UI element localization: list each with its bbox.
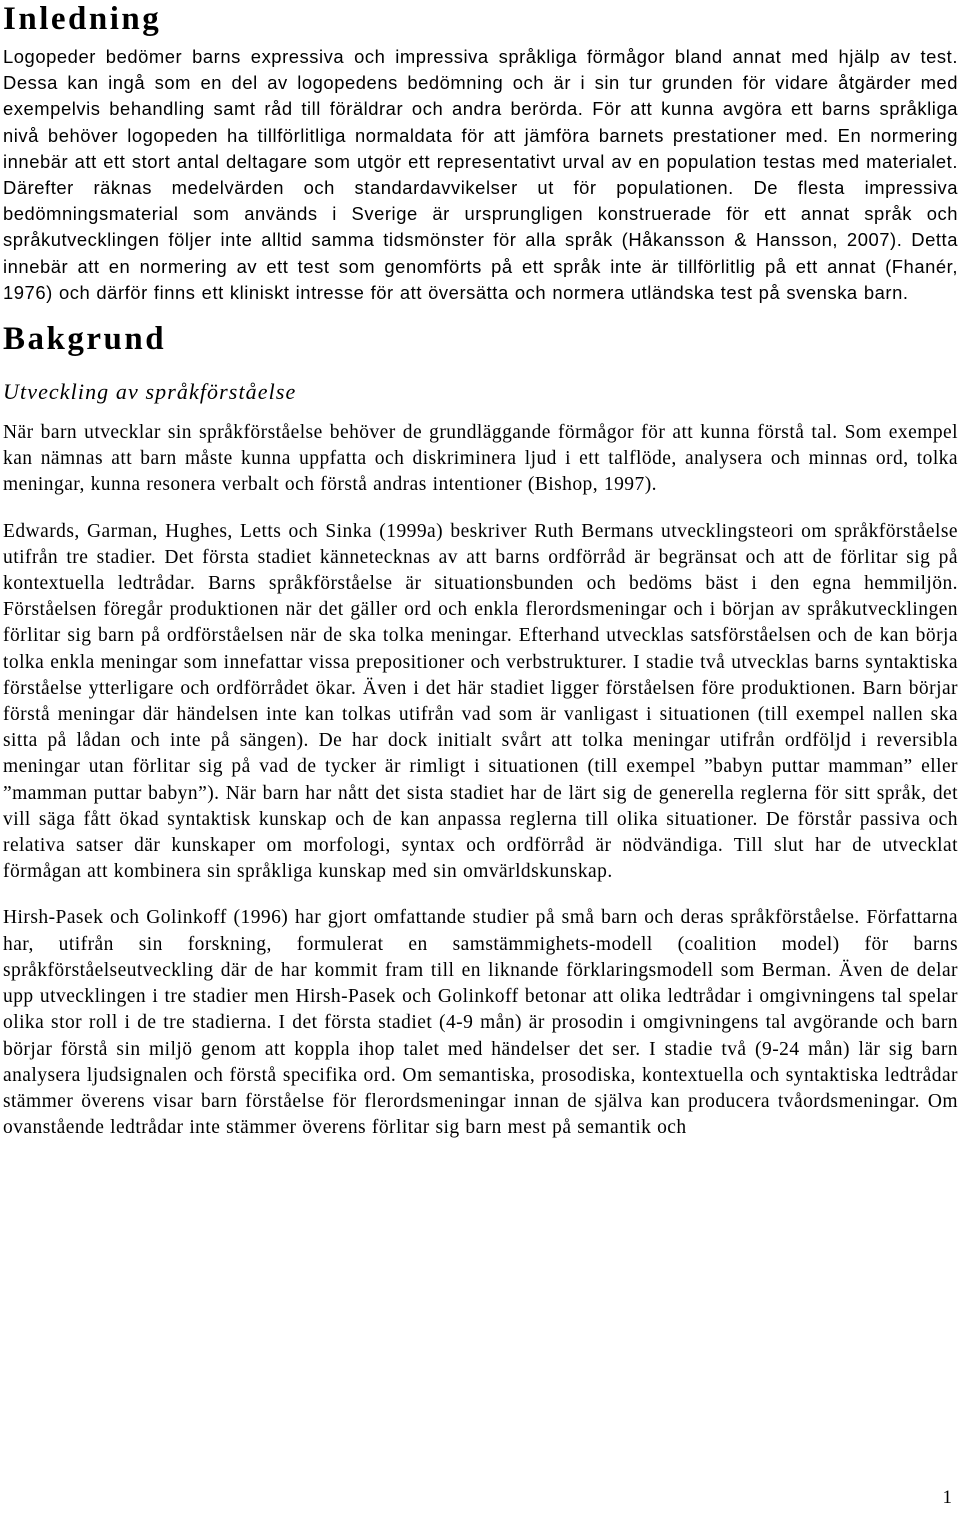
intro-paragraph: Logopeder bedömer barns expressiva och impressiva språkliga förmågor bland annat med hjälp av test. Dessa kan ingå som en del av logopedens bedömning och är i sin tur grunden för vidare åtgärder med exempelvis behandling samt råd till föräldrar och andra berörda. För att kunna avgöra ett barns språkliga nivå behöver logopeden ha tillförlitliga normaldata för att jämföra barnets prestationer med. En normering innebär att ett stort antal deltagare som utgör ett representativt urval av en population testas med materialet. Därefter räknas medelvärden och standardavvikelser ut för populationen. De flesta impressiva bedömningsmaterial som används i Sverige är ursprungligen konstruerade för ett annat språk och språkutvecklingen följer inte alltid samma tidsmönster för alla språk (Håkansson & Hansson, 2007). Detta innebär att en normering av ett test som genomförts på ett språk inte är tillförlitlig på ett annat (Fhanér, 1976) och därför finns ett kliniskt intresse för att översätta och normera utländska test på svenska barn. [3,46,958,303]
section-heading-intro: Inledning [3,1,162,37]
page-number: 1 [942,1487,952,1508]
body-paragraph: Edwards, Garman, Hughes, Letts och Sinka (1999a) beskriver Ruth Bermans utvecklingsteori om språkförståelse utifrån tre stadier. Det första stadiet kännetecknas av att barns ordförråd är begränsat och att de förlitar sig på kontextuella ledtrådar. Barns språkförståelse är situationsbunden och bedöms bäst i den egna hemmiljön. Förståelsen föregår produktionen när det gäller ord och enkla flerordsmeningar och i början av språkutvecklingen förlitar sig barn på ordförståelsen när de ska tolka meningar. Efterhand utvecklas satsförståelsen och de kan börja tolka enkla meningar som innefattar vissa prepositioner och verbstrukturer. I stadie två utvecklas barns syntaktiska förståelse ytterligare och ordförrådet ökar. Även i det här stadiet ligger förståelsen före produktionen. Barn börjar förstå meningar där händelsen inte kan tolkas utifrån vad som är vanligast i situationen (till exempel nallen ska sitta på lådan och inte på sängen). De har dock initialt svårt att tolka meningar utifrån ordföljd i reversibla meningar utan förlitar sig på vad de tycker är rimligt i situationen (till exempel ”babyn puttar mamman” eller ”mamman puttar babyn”). När barn har nått det sista stadiet har de lärt sig de generella reglerna för sitt språk, det vill säga fått ökad syntaktisk kunskap och de kan anpassa reglerna till olika situationer. De förstår passiva och relativa satser där kunskaper om morfologi, syntax och ordförråd är nödvändiga. Till slut har de utvecklat förmågan att kombinera sin språkliga kunskap med sin omvärldskunskap. [3,520,958,883]
section-heading-background: Bakgrund [3,321,167,358]
body-paragraph: Hirsh-Pasek och Golinkoff (1996) har gjort omfattande studier på små barn och deras språkförståelse. Författarna har, utifrån sin forskning, formulerat en samstämmighets-modell (coalition model) för barns språkförståelseutveckling där de har kommit fram till en liknande förklaringsmodell som Berman. Även de delar upp utvecklingen i tre stadier men Hirsh-Pasek och Golinkoff betonar att olika ledtrådar i omgivningens tal spelar olika stor roll i de tre stadierna. I det första stadiet (4-9 mån) är prosodin i omgivningens tal avgörande och barn börjar förstå sin miljö genom att koppla ihop talet med händelser det ser. I stadie två (9-24 mån) lär sig barn analysera ljudsignalen och förstå specifika ord. Om semantiska, prosodiska, kontextuella och syntaktiska ledtrådar stämmer överens visar barn förståelse för flerordsmeningar innan de själva kan producera tvåordsmeningar. Om ovanstående ledtrådar inte stämmer överens förlitar sig barn mest på semantik och [3,907,958,1139]
subsection-heading: Utveckling av språkförståelse [3,379,297,405]
document-page [3,0,958,1141]
body-paragraph: När barn utvecklar sin språkförståelse behöver de grundläggande förmågor för att kunna förstå tal. Som exempel kan nämnas att barn måste kunna uppfatta och diskriminera ljud i ett talflöde, analysera och minnas ord, tolka meningar, kunna resonera verbalt och förstå andras intentioner (Bishop, 1997). [3,422,958,496]
